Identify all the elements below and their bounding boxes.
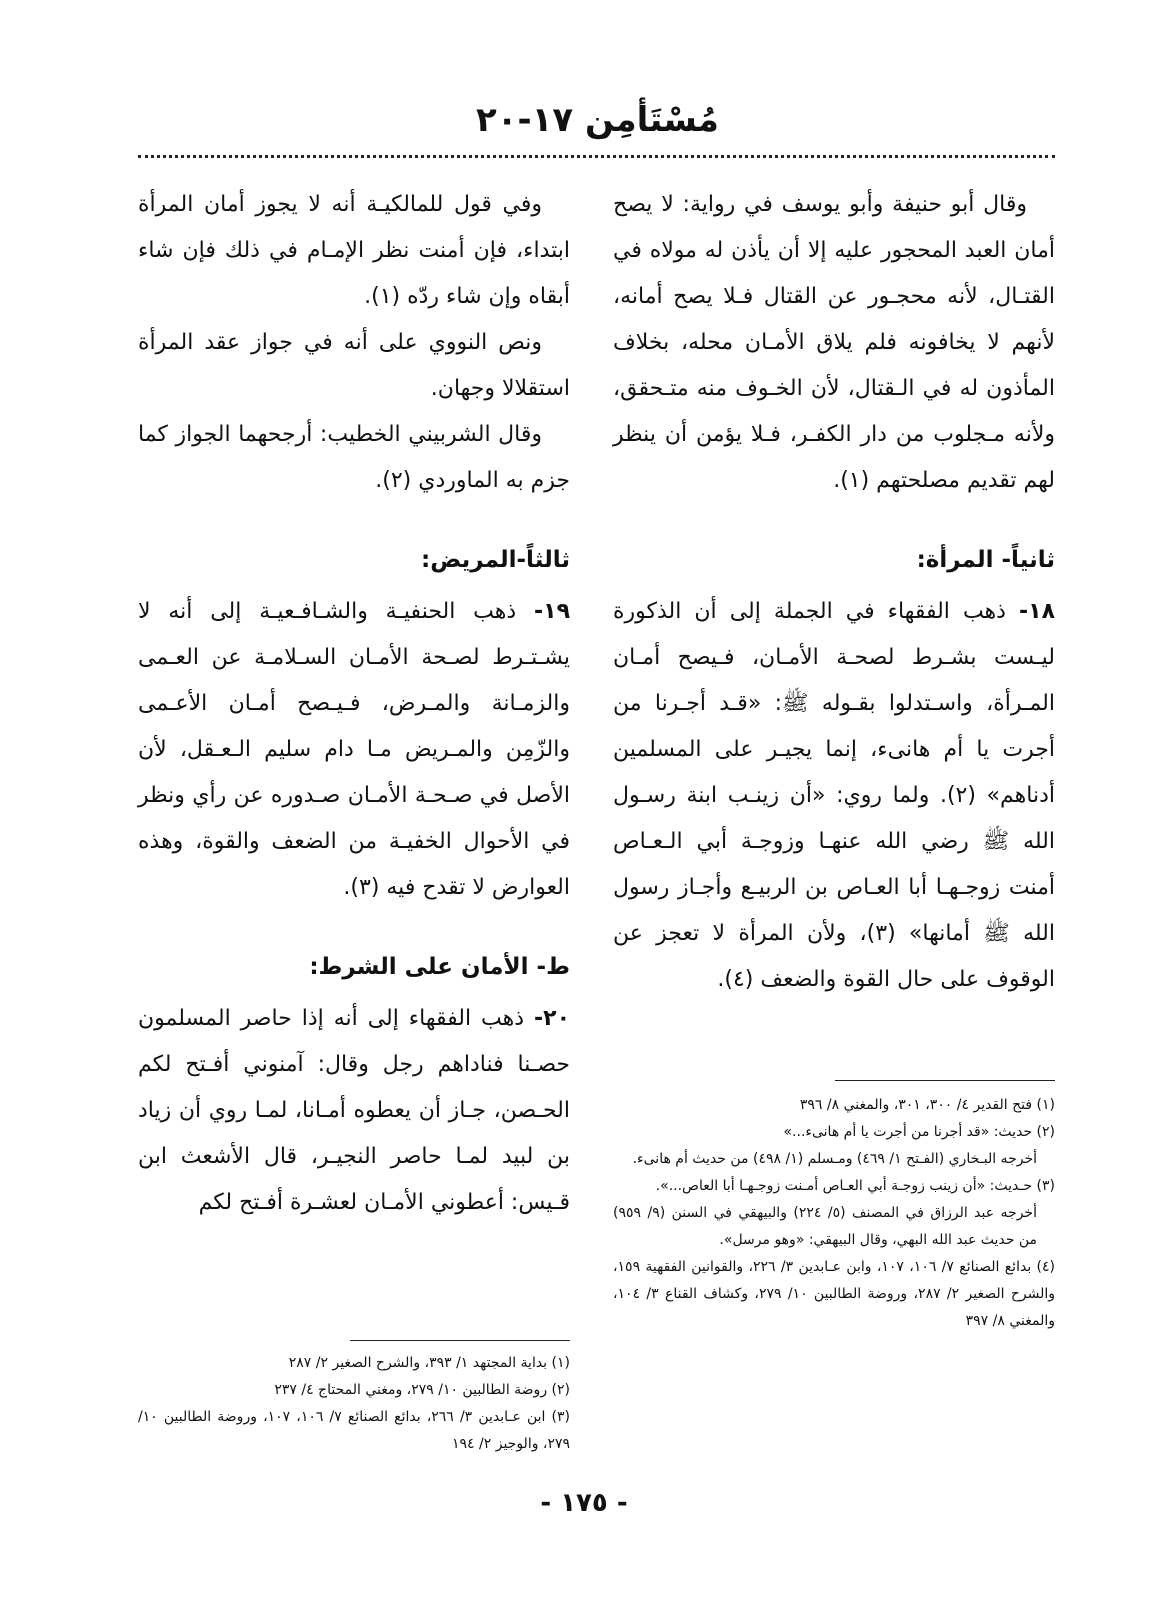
paragraph-nawawi: ونص النووي على أنه في جواز عقد المرأة استقلالا وجهان.	[138, 330, 570, 401]
footnote-2-detail-right: أخرجه البـخاري (الفـتح ١/ ٤٦٩) ومـسلم (١/ ٤٩٨) من حديث أم هانىء.	[632, 1151, 1037, 1167]
footnote-1-left: (١) بداية المجتهد ١/ ٣٩٣، والشرح الصغير ٢/ ٢٨٧	[288, 1355, 570, 1371]
footnote-2-right: (٢) حديث: «قد أجرنا من أجرت يا أم هانىء...»	[783, 1124, 1055, 1140]
footnote-1-right: (١) فتح القدير ٤/ ٣٠٠، ٣٠١، والمغني ٨/ ٣٩٦	[799, 1097, 1055, 1113]
footnote-4-right: (٤) بدائع الصنائع ٧/ ١٠٦، ١٠٧، وابن عـابدين ٣/ ٢٢٦، والقوانين الفقهية ١٥٩، والشرح الصغير ٢/ ٢٨٧، وروضة الطالبين ١٠/ ٢٧٩، وكشاف القناع ٣/ ١٠٤، والمغني ٨/ ٣٩٧	[613, 1259, 1055, 1329]
footnotes-left	[138, 1350, 570, 1458]
page-number: - ١٧٥ -	[540, 1488, 628, 1518]
footnote-3-right: (٣) حـديث: «أن زينب زوجـة أبي العـاص أمـنت زوجـهـا أبا العاص...».	[655, 1178, 1055, 1194]
running-header	[140, 92, 1055, 152]
paragraph-number-19: ١٩-	[534, 599, 570, 624]
paragraph-20	[138, 996, 570, 1226]
footnote-3-left: (٣) ابن عـابدين ٣/ ٢٦٦، بدائع الصنائع ٧/ ١٠٦، ١٠٧، وروضة الطالبين ١٠/ ٢٧٩، والوجيز ٢/ ١٩٤	[138, 1409, 570, 1452]
footnote-3-detail-right: أخرجه عبد الرزاق في المصنف (٥/ ٢٢٤) والبيهقي في السنن (٩/ ٩٥٩) من حديث عبد الله البهي، وقال البيهقي: «وهو مرسل».	[613, 1205, 1037, 1248]
section-heading-condition: ط- الأمان على الشرط:	[309, 954, 570, 980]
left-column	[138, 182, 570, 1226]
section-heading-sick: ثالثاً-المريض:	[421, 547, 570, 573]
paragraph-shirbini: وقال الشربيني الخطيب: أرجحهما الجواز كما جزم به الماوردي (٢).	[138, 422, 570, 493]
page-title: مُسْتَأمِن ١٧-٢٠	[476, 100, 719, 140]
footnote-divider-left	[350, 1340, 570, 1341]
paragraph-18	[613, 589, 1055, 1003]
header-divider	[138, 155, 1055, 158]
footnote-2-left: (٢) روضة الطالبين ١٠/ ٢٧٩، ومغني المحتاج ٤/ ٢٣٧	[274, 1382, 570, 1398]
paragraph-number-20: ٢٠-	[534, 1006, 570, 1031]
paragraph-19	[138, 589, 570, 911]
footnotes-right	[613, 1092, 1055, 1335]
paragraph-maliki: وفي قول للمالكيـة أنه لا يجوز أمان المرأة ابتداء، فإن أمنت نظر الإمـام في ذلك فإن شاء أبقاه وإن شاء ردّه (١).	[138, 192, 570, 309]
right-column	[613, 182, 1055, 1003]
paragraph-18-text: ذهب الفقهاء في الجملة إلى أن الذكورة ليـست بشـرط لصحـة الأمـان، فـيصح أمـان المـرأة، واسـتدلوا بقـوله ﷺ: «قـد أجـرنا من أجرت يا أم هانىء، إنما يجيـر على المسلمين أدناهم» (٢). ولما روي: «أن زينـب ابنة رسـول الله ﷺ رضي الله عنهـا وزوجـة أبي الـعـاص أمنت زوجـهـا أبا العـاص بن الربيـع وأجـاز رسول الله ﷺ أمانها» (٣)، ولأن المرأة لا تعجز عن الوقوف على حال القوة والضعف (٤).	[613, 599, 1055, 992]
section-heading-woman: ثانياً- المرأة:	[916, 547, 1055, 573]
paragraph-abu-hanifa: وقال أبو حنيفة وأبو يوسف في رواية: لا يصح أمان العبد المحجور عليه إلا أن يأذن له مولاه في القتـال، لأنه محجـور عن القتال فـلا يصح أمانه، لأنهم لا يخافونه فلم يلاق الأمـان محله، بخلاف المأذون له في الـقتال، لأن الخـوف منه متـحقق، ولأنه مـجلوب من دار الكفـر، فـلا يؤمن أن ينظر لهم تقديم مصلحتهم (١).	[613, 192, 1055, 493]
footnote-divider-right	[835, 1080, 1055, 1081]
paragraph-number-18: ١٨-	[1019, 599, 1055, 624]
paragraph-19-text: ذهب الحنفيـة والشـافـعيـة إلى أنه لا يشـتـرط لصـحة الأمـان السـلامـة عن العـمى والزمـانة والمـرض، فـيـصح أمـان الأعـمى والزّمِن والمـريض مـا دام سليم الـعـقل، لأن الأصل في صـحـة الأمـان صـدوره عن رأي ونظر في الأحوال الخفيـة من الضعف والقوة، وهذه العوارض لا تقدح فيه (٣).	[138, 599, 570, 900]
paragraph-20-text: ذهب الفقهاء إلى أنه إذا حاصر المسلمون حصـنا فناداهم رجل وقال: آمنوني أفـتح لكم الحـصن، جـاز أن يعطوه أمـانا، لمـا روي أن زياد بن لبيد لمـا حاصر النجيـر، قال الأشعث ابن قـيس: أعطوني الأمـان لعشـرة أفـتح لكم	[138, 1006, 570, 1215]
